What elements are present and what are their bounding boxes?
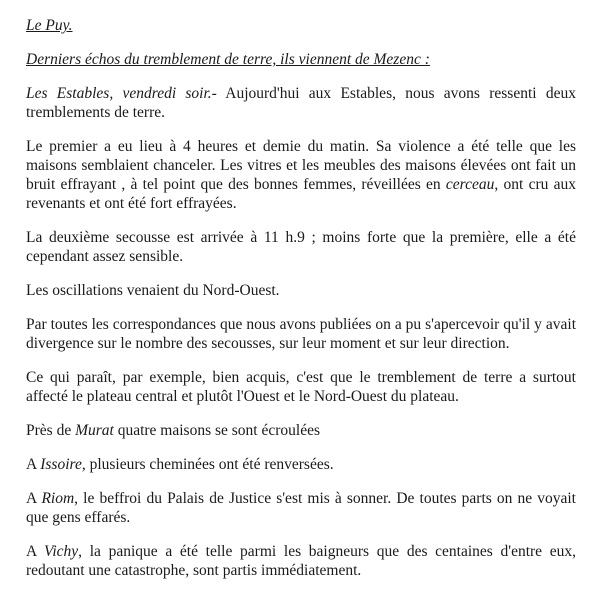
place-name: Issoire xyxy=(40,456,82,473)
paragraph-text: A xyxy=(26,543,45,560)
place-name: Vichy xyxy=(44,543,79,560)
document-page xyxy=(26,16,576,595)
place-name: Murat xyxy=(75,422,114,439)
paragraph-text: , plusieurs cheminées ont été renversées. xyxy=(81,456,334,473)
paragraph-oscillations: Les oscillations venaient du Nord-Ouest. xyxy=(26,282,280,299)
paragraph-vichy xyxy=(26,542,576,580)
paragraph-text: , ont cru aux revenants et ont été fort effrayées. xyxy=(26,176,576,212)
paragraph-correspondences: Par toutes les correspondances que nous avons publiées on a pu s'apercevoir qu'il y avait divergence sur le nombre des secousses, sur leur moment et sur leur direction. xyxy=(26,316,576,352)
paragraph-text: , le beffroi du Palais de Justice s'est mis à sonner. De toutes parts on ne voyait que gens effarés. xyxy=(26,490,576,526)
article-subtitle: Derniers échos du tremblement de terre, ils viennent de Mezenc : xyxy=(26,51,430,68)
dateline: Les Estables, vendredi soir.- xyxy=(26,85,217,102)
paragraph-estables xyxy=(26,84,576,122)
paragraph-text: Près de xyxy=(26,422,76,439)
paragraph-text: Le premier a eu lieu à 4 heures et demie du matin. Sa violence a été telle que les maisons semblaient chanceler. Les vitres et les meubles des maisons élevées ont fait un bruit effrayant , à tel point que des bonnes femmes, réveillées en xyxy=(26,138,576,193)
paragraph-riom xyxy=(26,489,576,527)
paragraph-first-quake xyxy=(26,137,576,213)
paragraph-murat xyxy=(26,421,576,440)
paragraph-issoire xyxy=(26,455,576,474)
location-heading: Le Puy. xyxy=(26,17,73,34)
paragraph-plateau: Ce qui paraît, par exemple, bien acquis, c'est que le tremblement de terre a surtout affecté le plateau central et plutôt l'Ouest et le Nord-Ouest du plateau. xyxy=(26,369,576,405)
paragraph-text: , la panique a été telle parmi les baigneurs que des centaines d'entre eux, redoutant une catastrophe, sont partis immédiatement. xyxy=(26,543,576,579)
place-name: Riom xyxy=(41,490,75,507)
paragraph-text: quatre maisons se sont écroulées xyxy=(113,422,321,439)
paragraph-text: A xyxy=(26,490,42,507)
paragraph-second-quake: La deuxième secousse est arrivée à 11 h.9 ; moins forte que la première, elle a été cependant assez sensible. xyxy=(26,229,576,265)
paragraph-text: A xyxy=(26,456,41,473)
italic-word: cerceau xyxy=(445,176,495,193)
paragraph-text: Aujourd'hui aux Estables, nous avons ressenti deux tremblements de terre. xyxy=(26,85,576,121)
